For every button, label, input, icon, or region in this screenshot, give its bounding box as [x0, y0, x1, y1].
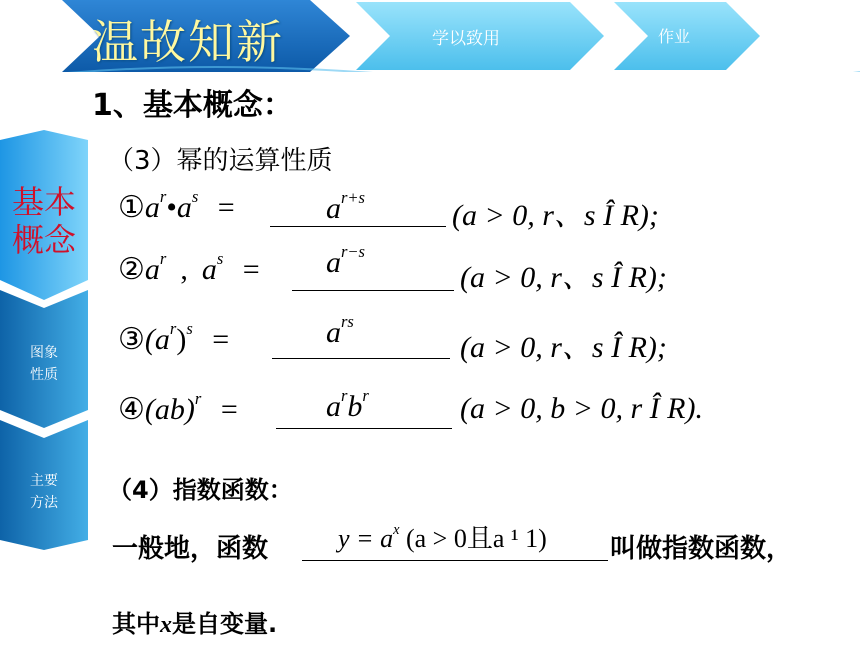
answer-exponent: x	[393, 522, 400, 539]
note-prefix: 其中	[112, 610, 160, 638]
answer-base: a	[326, 192, 341, 225]
equals: =	[220, 393, 238, 426]
tab-zuoye[interactable]: 作业	[658, 27, 691, 46]
sidebar-item-tuxiang-xingzhi[interactable]	[6, 342, 82, 386]
answer-base: a	[326, 246, 341, 279]
answer-blank[interactable]	[272, 358, 450, 359]
answer-blank[interactable]	[270, 226, 446, 227]
exponent: s	[186, 319, 193, 339]
formula-num: ④	[118, 393, 145, 426]
formula-3-condition: (a > 0, r、s Î R);	[460, 331, 667, 364]
base: (a	[144, 323, 170, 356]
subheading-exponential-function: （4）指数函数：	[108, 476, 293, 504]
exponent: s	[216, 249, 224, 269]
sidebar-label-line1: 基本	[11, 183, 76, 221]
base: a	[201, 253, 217, 286]
answer-blank[interactable]	[292, 290, 454, 291]
formula-1-lhs	[118, 187, 235, 225]
formula-num: ③	[118, 323, 145, 356]
variable-note	[112, 604, 277, 639]
base: a	[144, 191, 160, 224]
sidebar-label-line2: 方法	[30, 495, 58, 511]
sidebar-label-line2: 性质	[30, 367, 58, 383]
answer-base: a	[326, 316, 341, 349]
section-heading: 1、基本概念：	[92, 88, 293, 123]
definition-answer-blank[interactable]	[302, 560, 608, 561]
base: (ab)	[144, 393, 195, 426]
answer-base: b	[347, 390, 363, 423]
sidebar-label-line1: 图象	[30, 345, 58, 361]
exponent: r	[159, 187, 167, 207]
operator: ,	[180, 253, 188, 286]
exponent: s	[191, 187, 199, 207]
answer-exponent: r−s	[341, 242, 365, 262]
answer-base: a	[326, 390, 341, 423]
tab-xueyi-zhiyong[interactable]: 学以致用	[432, 29, 500, 49]
paren-close: )	[176, 323, 187, 356]
sidebar-label-line1: 主要	[30, 473, 58, 489]
formula-2-condition: (a > 0, r、s Î R);	[460, 261, 667, 294]
base: a	[176, 191, 192, 224]
definition-suffix: 叫做指数函数，	[610, 534, 793, 564]
formula-num: ②	[118, 253, 145, 286]
answer-exponent: r	[362, 386, 369, 406]
sidebar-item-jiben-gainian[interactable]	[0, 183, 88, 259]
formula-2-answer	[326, 242, 365, 280]
formula-4-answer	[326, 386, 369, 424]
formula-num: ①	[118, 191, 145, 224]
exponent: r	[169, 319, 177, 339]
subheading-power-properties: （3）幂的运算性质	[108, 146, 333, 176]
operator: •	[166, 191, 177, 224]
equals: =	[212, 323, 230, 356]
answer-blank[interactable]	[276, 428, 452, 429]
formula-1-answer	[326, 188, 365, 226]
answer-exponent: rs	[341, 312, 354, 332]
note-suffix: 是自变量.	[172, 610, 278, 638]
answer-exponent: r	[341, 386, 348, 406]
definition-prefix: 一般地，函数	[112, 534, 269, 564]
equals: =	[217, 191, 235, 224]
answer-condition: (a > 0且a ¹ 1)	[405, 524, 547, 553]
tab-wengu-zhixin[interactable]: 温故知新	[92, 15, 284, 69]
definition-answer	[338, 518, 547, 555]
note-variable: x	[160, 612, 172, 638]
base: a	[144, 253, 160, 286]
formula-1-condition: (a > 0, r、s Î R);	[452, 199, 659, 232]
sidebar-item-zhuyao-fangfa[interactable]	[6, 470, 82, 514]
formula-4-condition: (a > 0, b > 0, r Î R).	[460, 392, 703, 425]
formula-4-lhs	[118, 389, 238, 427]
sidebar-label-line2: 概念	[11, 221, 76, 259]
exponent: r	[194, 389, 202, 409]
answer-exponent: r+s	[341, 188, 365, 208]
exponent: r	[159, 249, 167, 269]
answer-function: y = a	[338, 524, 394, 553]
equals: =	[242, 253, 260, 286]
formula-2-lhs	[118, 249, 260, 287]
formula-3-answer	[326, 312, 354, 350]
formula-3-lhs	[118, 319, 230, 357]
